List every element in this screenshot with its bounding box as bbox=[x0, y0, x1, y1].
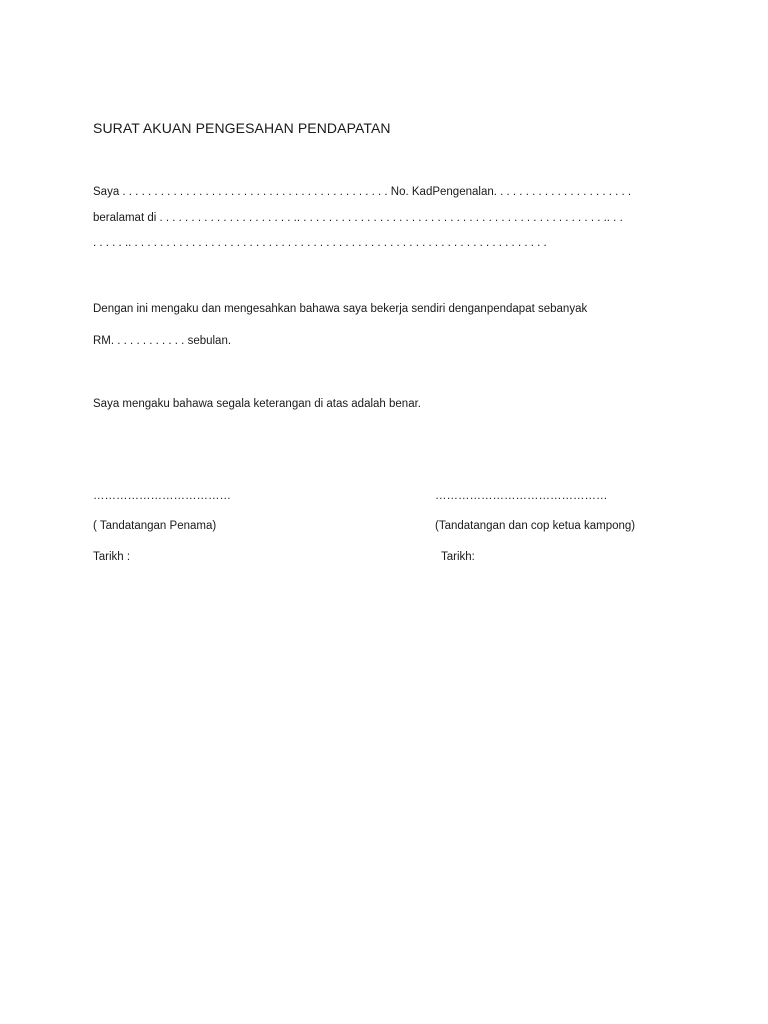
document-title: SURAT AKUAN PENGESAHAN PENDAPATAN bbox=[93, 120, 391, 136]
name-ic-line: Saya . . . . . . . . . . . . . . . . . . . . . . . . . . . . . . . . . . . . . . . . . . No. KadPengenalan. . . . . . . . . . . . . . . . . . . . . . bbox=[93, 186, 632, 198]
left-date-label: Tarikh : bbox=[93, 551, 131, 563]
income-statement-line-1: Dengan ini mengaku dan mengesahkan bahawa saya bekerja sendiri denganpendapat sebanyak bbox=[93, 303, 588, 315]
income-statement-line-2: RM. . . . . . . . . . . . sebulan. bbox=[93, 335, 232, 347]
address-line-1: beralamat di . . . . . . . . . . . . . . . . . . . . . .. . . . . . . . . . . . . . . . . . . . . . . . . . . . . . . . . . . . . . . . . . . . . . . . .. . . bbox=[93, 212, 623, 224]
left-signature-label: ( Tandatangan Penama) bbox=[93, 520, 217, 532]
right-date-label: Tarikh: bbox=[441, 551, 475, 563]
address-line-2: . . . . . .. . . . . . . . . . . . . . . . . . . . . . . . . . . . . . . . . . . . . . . . . . . . . . . . . . . . . . . . . . . . . . . . . . bbox=[93, 237, 547, 249]
right-signature-line: ……………………………………… bbox=[435, 490, 608, 502]
left-signature-line: ……………………………… bbox=[93, 490, 231, 502]
declaration-statement: Saya mengaku bahawa segala keterangan di atas adalah benar. bbox=[93, 398, 421, 410]
right-signature-label: (Tandatangan dan cop ketua kampong) bbox=[435, 520, 636, 532]
